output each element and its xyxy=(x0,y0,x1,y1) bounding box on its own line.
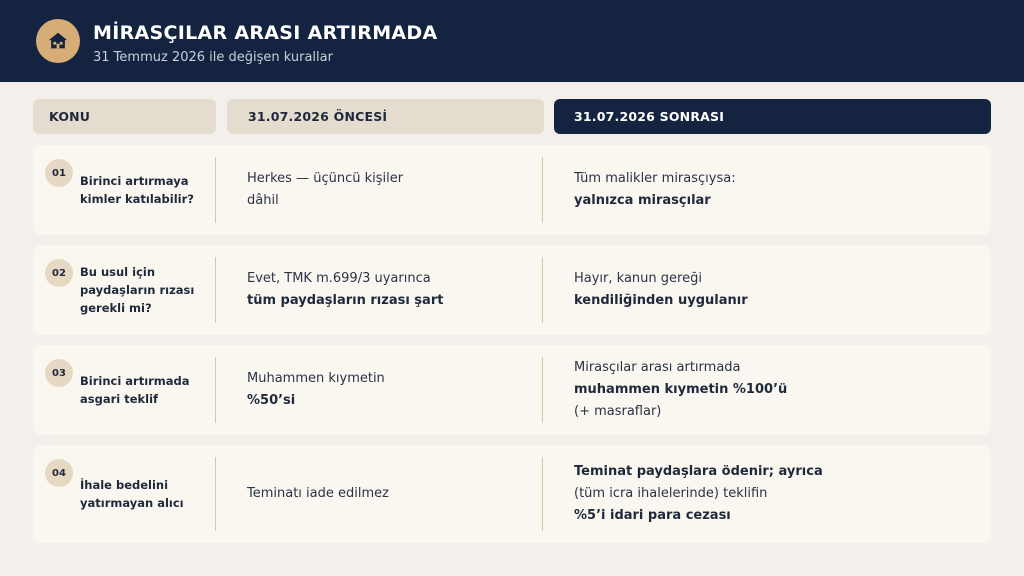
column-divider xyxy=(542,157,543,223)
after-text: (+ masraflar) xyxy=(574,404,662,419)
column-divider xyxy=(215,157,216,223)
column-divider xyxy=(215,357,216,423)
topic-line: Birinci artırmada xyxy=(80,374,190,388)
column-divider xyxy=(542,257,543,323)
topic-line: Birinci artırmaya xyxy=(80,174,189,188)
before-text: Herkes — üçüncü kişiler xyxy=(247,171,404,186)
table-row xyxy=(33,145,991,235)
after-text-bold: muhammen kıymetin %100’ü xyxy=(574,382,788,397)
after-text-bold: %5’i idari para cezası xyxy=(574,508,731,523)
topic-line: İhale bedelini xyxy=(80,478,169,492)
column-divider xyxy=(215,457,216,531)
row-number-badge: 03 xyxy=(45,359,73,387)
row-topic xyxy=(80,445,210,543)
after-cell xyxy=(574,145,974,235)
page-title: MİRASÇILAR ARASI ARTIRMADA xyxy=(93,22,438,44)
before-text: dâhil xyxy=(247,193,279,208)
topic-line: paydaşların rızası xyxy=(80,283,195,297)
row-topic xyxy=(80,145,210,235)
before-cell xyxy=(247,245,537,335)
topic-line: asgari teklif xyxy=(80,392,159,406)
topic-line: Bu usul için xyxy=(80,265,156,279)
after-text: Mirasçılar arası artırmada xyxy=(574,360,741,375)
house-icon-glyph xyxy=(47,30,69,52)
after-text: Tüm malikler mirasçıysa: xyxy=(574,171,736,186)
before-cell xyxy=(247,345,537,435)
table-row xyxy=(33,445,991,543)
after-text-bold: kendiliğinden uygulanır xyxy=(574,293,748,308)
after-text-bold: Teminat paydaşlara ödenir; ayrıca xyxy=(574,464,823,479)
column-header-topic: KONU xyxy=(33,99,216,134)
before-text: Evet, TMK m.699/3 uyarınca xyxy=(247,271,431,286)
after-cell xyxy=(574,245,974,335)
topic-line: yatırmayan alıcı xyxy=(80,496,184,510)
before-text: Teminatı iade edilmez xyxy=(247,486,389,501)
column-divider xyxy=(215,257,216,323)
topic-line: kimler katılabilir? xyxy=(80,192,194,206)
row-number-badge: 02 xyxy=(45,259,73,287)
before-text-bold: tüm paydaşların rızası şart xyxy=(247,293,444,308)
before-cell xyxy=(247,445,537,543)
row-topic xyxy=(80,345,210,435)
before-text: Muhammen kıymetin xyxy=(247,371,385,386)
column-divider xyxy=(542,457,543,531)
house-icon xyxy=(36,19,80,63)
row-topic xyxy=(80,245,210,335)
after-cell xyxy=(574,445,974,543)
row-number-badge: 04 xyxy=(45,459,73,487)
header-bar xyxy=(0,0,1024,82)
row-number-badge: 01 xyxy=(45,159,73,187)
after-text-bold: yalnızca mirasçılar xyxy=(574,193,711,208)
table-row xyxy=(33,245,991,335)
topic-line: gerekli mi? xyxy=(80,301,152,315)
after-text: Hayır, kanun gereği xyxy=(574,271,702,286)
after-cell xyxy=(574,345,974,435)
before-cell xyxy=(247,145,537,235)
table-row xyxy=(33,345,991,435)
after-text: (tüm icra ihalelerinde) teklifin xyxy=(574,486,768,501)
page-subtitle: 31 Temmuz 2026 ile değişen kurallar xyxy=(93,50,333,65)
before-text-bold: %50’si xyxy=(247,393,296,408)
column-header-after: 31.07.2026 SONRASI xyxy=(554,99,991,134)
column-divider xyxy=(542,357,543,423)
column-header-before: 31.07.2026 ÖNCESİ xyxy=(227,99,544,134)
